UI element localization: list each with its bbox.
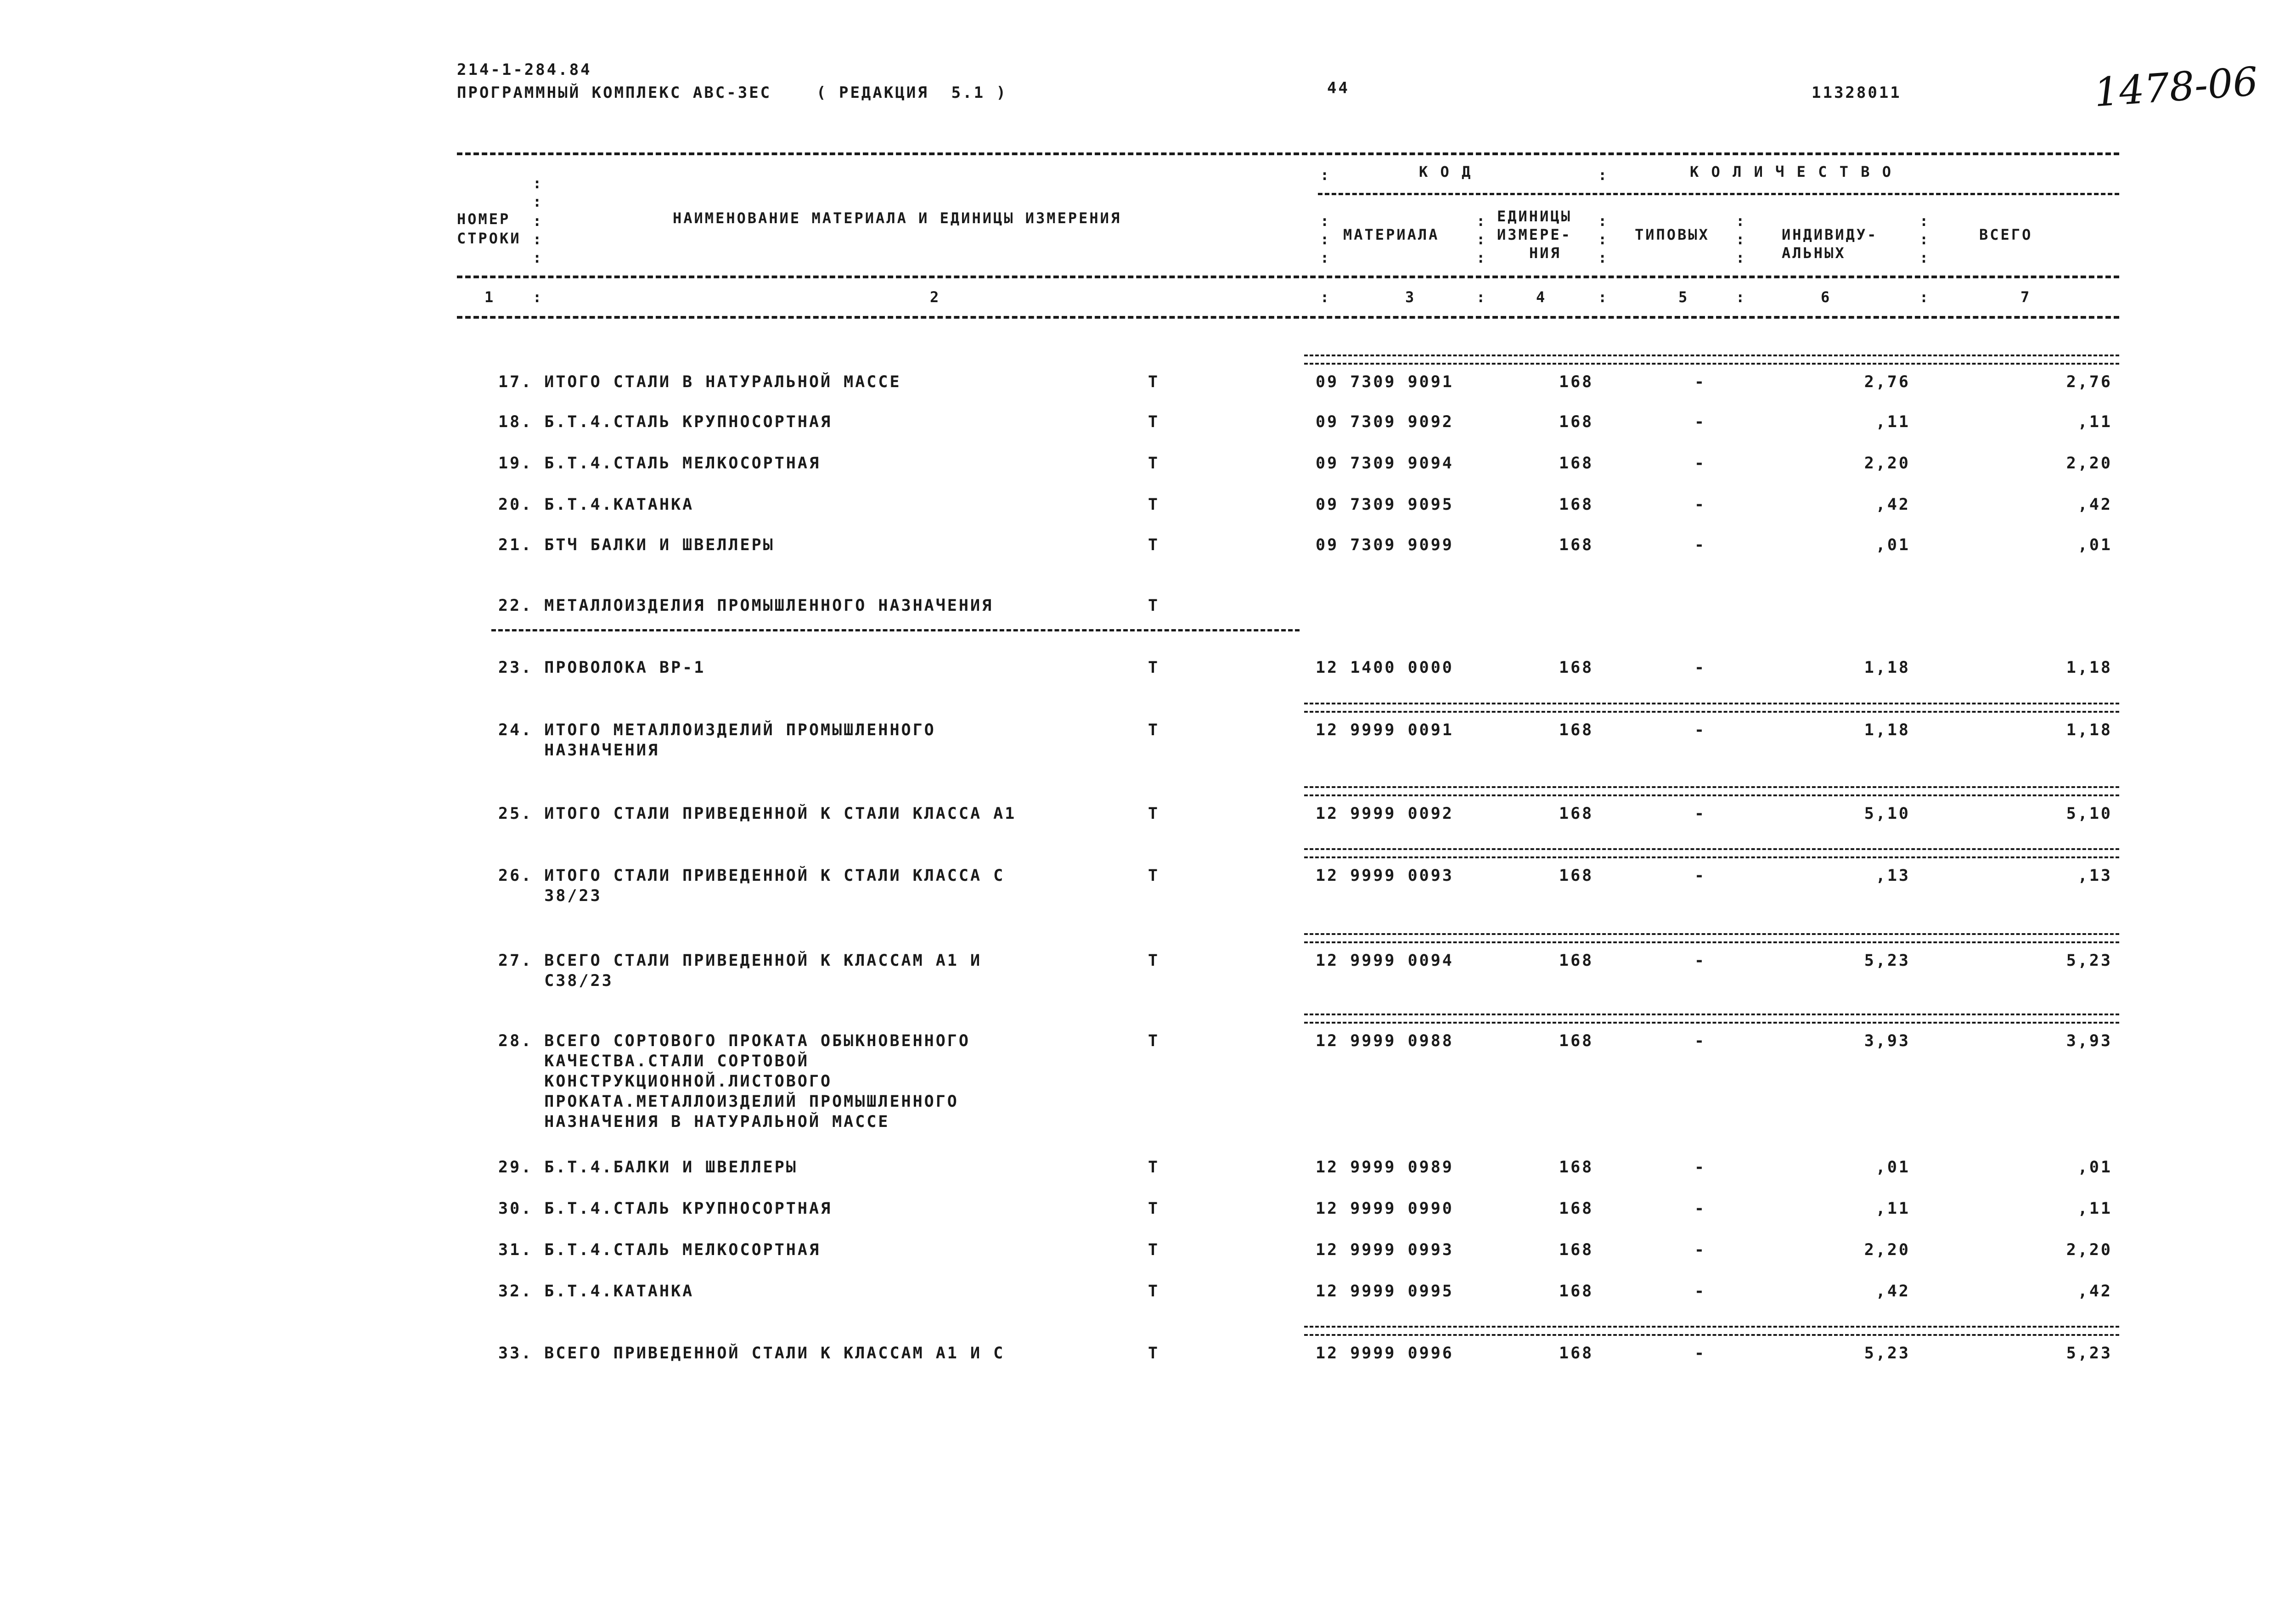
- header-unit-3: НИЯ: [1529, 244, 1561, 262]
- column-separator: :: [1320, 249, 1329, 266]
- row-typical-qty: -: [1694, 1241, 1706, 1259]
- header-name: НАИМЕНОВАНИЕ МАТЕРИАЛА И ЕДИНИЦЫ ИЗМЕРЕНИЯ: [673, 209, 1122, 227]
- col-number-6: 6: [1821, 288, 1832, 306]
- row-unit-code: 168: [1559, 659, 1594, 677]
- row-individual-qty: 5,23: [1864, 952, 1910, 970]
- column-separator: :: [1320, 166, 1329, 184]
- row-unit: Т: [1148, 1032, 1160, 1050]
- column-separator: :: [533, 288, 542, 306]
- row-total-qty: ,01: [2077, 536, 2112, 554]
- row-total-qty: 2,76: [2066, 373, 2112, 391]
- row-unit-code: 168: [1559, 1282, 1594, 1301]
- row-typical-qty: -: [1694, 536, 1706, 554]
- row-material-code: 12 9999 0093: [1316, 867, 1454, 885]
- row-total-qty: ,42: [2077, 495, 2112, 514]
- row-typical-qty: -: [1694, 413, 1706, 431]
- column-separator: :: [1736, 212, 1745, 230]
- row-unit: Т: [1148, 454, 1160, 473]
- row-individual-qty: ,42: [1875, 1282, 1910, 1301]
- row-name: 20. Б.Т.4.КАТАНКА: [498, 495, 694, 514]
- row-total-qty: 5,23: [2066, 952, 2112, 970]
- total-separator-rule: [1304, 703, 2119, 713]
- row-unit: Т: [1148, 1344, 1160, 1363]
- row-name: 26. ИТОГО СТАЛИ ПРИВЕДЕННОЙ К СТАЛИ КЛАССА С 38/23: [498, 867, 1005, 905]
- column-separator: :: [533, 193, 542, 210]
- row-typical-qty: -: [1694, 805, 1706, 823]
- row-unit: Т: [1148, 1241, 1160, 1259]
- row-name: 22. МЕТАЛЛОИЗДЕЛИЯ ПРОМЫШЛЕННОГО НАЗНАЧЕНИЯ: [498, 597, 994, 615]
- row-individual-qty: 1,18: [1864, 659, 1910, 677]
- column-separator: :: [1919, 231, 1929, 248]
- row-unit: Т: [1148, 536, 1160, 554]
- column-separator: :: [1598, 249, 1607, 266]
- col-number-4: 4: [1536, 288, 1547, 306]
- row-material-code: 12 9999 0995: [1316, 1282, 1454, 1301]
- row-total-qty: 5,23: [2066, 1344, 2112, 1363]
- column-separator: :: [1476, 212, 1486, 230]
- row-unit-code: 168: [1559, 867, 1594, 885]
- row-total-qty: 1,18: [2066, 659, 2112, 677]
- row-material-code: 12 9999 0993: [1316, 1241, 1454, 1259]
- row-name: 23. ПРОВОЛОКА ВР-1: [498, 659, 706, 677]
- header-total: ВСЕГО: [1979, 226, 2033, 243]
- row-unit-code: 168: [1559, 1158, 1594, 1177]
- column-numbers-rule: [457, 316, 2119, 319]
- row-unit: Т: [1148, 495, 1160, 514]
- row-material-code: 09 7309 9092: [1316, 413, 1454, 431]
- row-material-code: 12 1400 0000: [1316, 659, 1454, 677]
- table-top-rule: [457, 152, 2119, 155]
- total-separator-rule: [1304, 848, 2119, 858]
- row-name: 21. БТЧ БАЛКИ И ШВЕЛЛЕРЫ: [498, 536, 775, 554]
- col-number-3: 3: [1405, 288, 1416, 306]
- row-unit: Т: [1148, 1158, 1160, 1177]
- row-individual-qty: 5,23: [1864, 1344, 1910, 1363]
- total-separator-rule: [1304, 933, 2119, 943]
- column-separator: :: [533, 231, 542, 248]
- row-individual-qty: 3,93: [1864, 1032, 1910, 1050]
- row-material-code: 12 9999 0988: [1316, 1032, 1454, 1050]
- column-separator: :: [1320, 288, 1329, 306]
- row-unit-code: 168: [1559, 952, 1594, 970]
- row-unit: Т: [1148, 659, 1160, 677]
- row-typical-qty: -: [1694, 495, 1706, 514]
- row-unit: Т: [1148, 805, 1160, 823]
- row-unit: Т: [1148, 413, 1160, 431]
- total-separator-rule: [1304, 1014, 2119, 1024]
- row-total-qty: ,42: [2077, 1282, 2112, 1301]
- software-complex-title: ПРОГРАММНЫЙ КОМПЛЕКС АВС-ЗЕС ( РЕДАКЦИЯ 5.1 ): [457, 84, 1008, 102]
- row-unit: Т: [1148, 721, 1160, 739]
- row-individual-qty: 2,20: [1864, 1241, 1910, 1259]
- row-unit-code: 168: [1559, 721, 1594, 739]
- row-material-code: 12 9999 0996: [1316, 1344, 1454, 1363]
- header-material: МАТЕРИАЛА: [1343, 226, 1440, 243]
- row-name: 18. Б.Т.4.СТАЛЬ КРУПНОСОРТНАЯ: [498, 413, 833, 431]
- handwritten-stamp: 1478-06: [2092, 58, 2260, 116]
- column-separator: :: [1736, 249, 1745, 266]
- column-separator: :: [1598, 288, 1607, 306]
- row-typical-qty: -: [1694, 1032, 1706, 1050]
- row-total-qty: ,01: [2077, 1158, 2112, 1177]
- column-separator: :: [533, 212, 542, 230]
- column-separator: :: [1919, 212, 1929, 230]
- header-unit-2: ИЗМЕРЕ-: [1497, 226, 1572, 243]
- row-name: 31. Б.Т.4.СТАЛЬ МЕЛКОСОРТНАЯ: [498, 1241, 821, 1259]
- row-total-qty: ,13: [2077, 867, 2112, 885]
- row-name: 25. ИТОГО СТАЛИ ПРИВЕДЕННОЙ К СТАЛИ КЛАССА А1: [498, 805, 1017, 823]
- row-total-qty: 2,20: [2066, 454, 2112, 473]
- row-typical-qty: -: [1694, 952, 1706, 970]
- row-name: 19. Б.Т.4.СТАЛЬ МЕЛКОСОРТНАЯ: [498, 454, 821, 473]
- row-material-code: 09 7309 9099: [1316, 536, 1454, 554]
- row-individual-qty: ,13: [1875, 867, 1910, 885]
- column-separator: :: [1320, 212, 1329, 230]
- row-name: 33. ВСЕГО ПРИВЕДЕННОЙ СТАЛИ К КЛАССАМ А1 И С: [498, 1344, 1005, 1363]
- row-unit: Т: [1148, 867, 1160, 885]
- header-individual: ИНДИВИДУ-: [1782, 226, 1878, 243]
- row-material-code: 12 9999 0990: [1316, 1199, 1454, 1218]
- row-typical-qty: -: [1694, 1199, 1706, 1218]
- row-typical-qty: -: [1694, 1158, 1706, 1177]
- row-typical-qty: -: [1694, 1282, 1706, 1301]
- row-total-qty: 2,20: [2066, 1241, 2112, 1259]
- row-typical-qty: -: [1694, 373, 1706, 391]
- row-individual-qty: 2,20: [1864, 454, 1910, 473]
- row-individual-qty: ,42: [1875, 495, 1910, 514]
- row-unit-code: 168: [1559, 1241, 1594, 1259]
- header-typical: ТИПОВЫХ: [1635, 226, 1710, 243]
- group-underline: [491, 629, 1300, 631]
- row-unit: Т: [1148, 597, 1160, 615]
- row-unit-code: 168: [1559, 1032, 1594, 1050]
- row-individual-qty: 2,76: [1864, 373, 1910, 391]
- column-separator: :: [1598, 166, 1607, 184]
- row-unit: Т: [1148, 1282, 1160, 1301]
- row-unit: Т: [1148, 952, 1160, 970]
- row-total-qty: ,11: [2077, 1199, 2112, 1218]
- column-separator: :: [1320, 231, 1329, 248]
- row-material-code: 09 7309 9094: [1316, 454, 1454, 473]
- row-individual-qty: 5,10: [1864, 805, 1910, 823]
- row-total-qty: 3,93: [2066, 1032, 2112, 1050]
- row-typical-qty: -: [1694, 454, 1706, 473]
- column-separator: :: [1476, 231, 1486, 248]
- row-individual-qty: ,01: [1875, 536, 1910, 554]
- header-row-number: НОМЕР: [457, 210, 511, 228]
- col-number-1: 1: [484, 288, 495, 306]
- row-unit-code: 168: [1559, 454, 1594, 473]
- column-separator: :: [1736, 288, 1745, 306]
- column-separator: :: [533, 249, 542, 266]
- row-typical-qty: -: [1694, 721, 1706, 739]
- column-separator: :: [1919, 249, 1929, 266]
- col-number-7: 7: [2020, 288, 2032, 306]
- row-unit-code: 168: [1559, 373, 1594, 391]
- row-individual-qty: ,01: [1875, 1158, 1910, 1177]
- row-material-code: 09 7309 9095: [1316, 495, 1454, 514]
- row-name: 30. Б.Т.4.СТАЛЬ КРУПНОСОРТНАЯ: [498, 1199, 833, 1218]
- header-quantity-group: К О Л И Ч Е С Т В О: [1690, 163, 1893, 180]
- row-unit-code: 168: [1559, 1199, 1594, 1218]
- row-name: 29. Б.Т.4.БАЛКИ И ШВЕЛЛЕРЫ: [498, 1158, 798, 1177]
- row-total-qty: 1,18: [2066, 721, 2112, 739]
- header-individual-2: АЛЬНЫХ: [1782, 244, 1846, 262]
- row-typical-qty: -: [1694, 659, 1706, 677]
- column-separator: :: [1476, 288, 1486, 306]
- row-individual-qty: ,11: [1875, 413, 1910, 431]
- header-code-group: К О Д: [1419, 163, 1473, 180]
- row-name: 32. Б.Т.4.КАТАНКА: [498, 1282, 694, 1301]
- row-typical-qty: -: [1694, 1344, 1706, 1363]
- document-number: 11328011: [1812, 84, 1902, 102]
- header-bottom-rule: [457, 276, 2119, 278]
- row-unit-code: 168: [1559, 413, 1594, 431]
- row-unit-code: 168: [1559, 805, 1594, 823]
- row-name: 17. ИТОГО СТАЛИ В НАТУРАЛЬНОЙ МАССЕ: [498, 373, 901, 391]
- row-total-qty: 5,10: [2066, 805, 2112, 823]
- row-unit-code: 168: [1559, 495, 1594, 514]
- header-row-number-2: СТРОКИ: [457, 230, 521, 247]
- row-name: 27. ВСЕГО СТАЛИ ПРИВЕДЕННОЙ К КЛАССАМ А1 И С38/23: [498, 952, 982, 990]
- column-separator: :: [1598, 212, 1607, 230]
- total-separator-rule: [1304, 355, 2119, 365]
- row-unit-code: 168: [1559, 536, 1594, 554]
- row-material-code: 12 9999 0989: [1316, 1158, 1454, 1177]
- row-total-qty: ,11: [2077, 413, 2112, 431]
- row-name: 28. ВСЕГО СОРТОВОГО ПРОКАТА ОБЫКНОВЕННОГО КАЧЕСТВА.СТАЛИ СОРТОВОЙ КОНСТРУКЦИОННОЙ.ЛИСТОВОГО ПРОКАТА.МЕТАЛЛОИЗДЕЛИЙ ПРОМЫШЛЕННОГО НАЗНАЧЕНИЯ В НАТУРАЛЬНОЙ МАССЕ: [498, 1032, 970, 1131]
- row-unit: Т: [1148, 373, 1160, 391]
- row-individual-qty: 1,18: [1864, 721, 1910, 739]
- code-subheader-rule: [1318, 193, 2119, 195]
- document-code: 214-1-284.84: [457, 61, 592, 79]
- header-unit: ЕДИНИЦЫ: [1497, 208, 1572, 225]
- column-separator: :: [533, 175, 542, 192]
- column-separator: :: [1919, 288, 1929, 306]
- row-typical-qty: -: [1694, 867, 1706, 885]
- row-name: 24. ИТОГО МЕТАЛЛОИЗДЕЛИЙ ПРОМЫШЛЕННОГО НАЗНАЧЕНИЯ: [498, 721, 936, 760]
- row-material-code: 09 7309 9091: [1316, 373, 1454, 391]
- row-material-code: 12 9999 0094: [1316, 952, 1454, 970]
- total-separator-rule: [1304, 786, 2119, 796]
- row-individual-qty: ,11: [1875, 1199, 1910, 1218]
- row-material-code: 12 9999 0092: [1316, 805, 1454, 823]
- page-number: 44: [1327, 79, 1350, 97]
- column-separator: :: [1598, 231, 1607, 248]
- col-number-2: 2: [930, 288, 941, 306]
- column-separator: :: [1736, 231, 1745, 248]
- total-separator-rule: [1304, 1326, 2119, 1336]
- row-material-code: 12 9999 0091: [1316, 721, 1454, 739]
- col-number-5: 5: [1678, 288, 1689, 306]
- row-unit: Т: [1148, 1199, 1160, 1218]
- row-unit-code: 168: [1559, 1344, 1594, 1363]
- column-separator: :: [1476, 249, 1486, 266]
